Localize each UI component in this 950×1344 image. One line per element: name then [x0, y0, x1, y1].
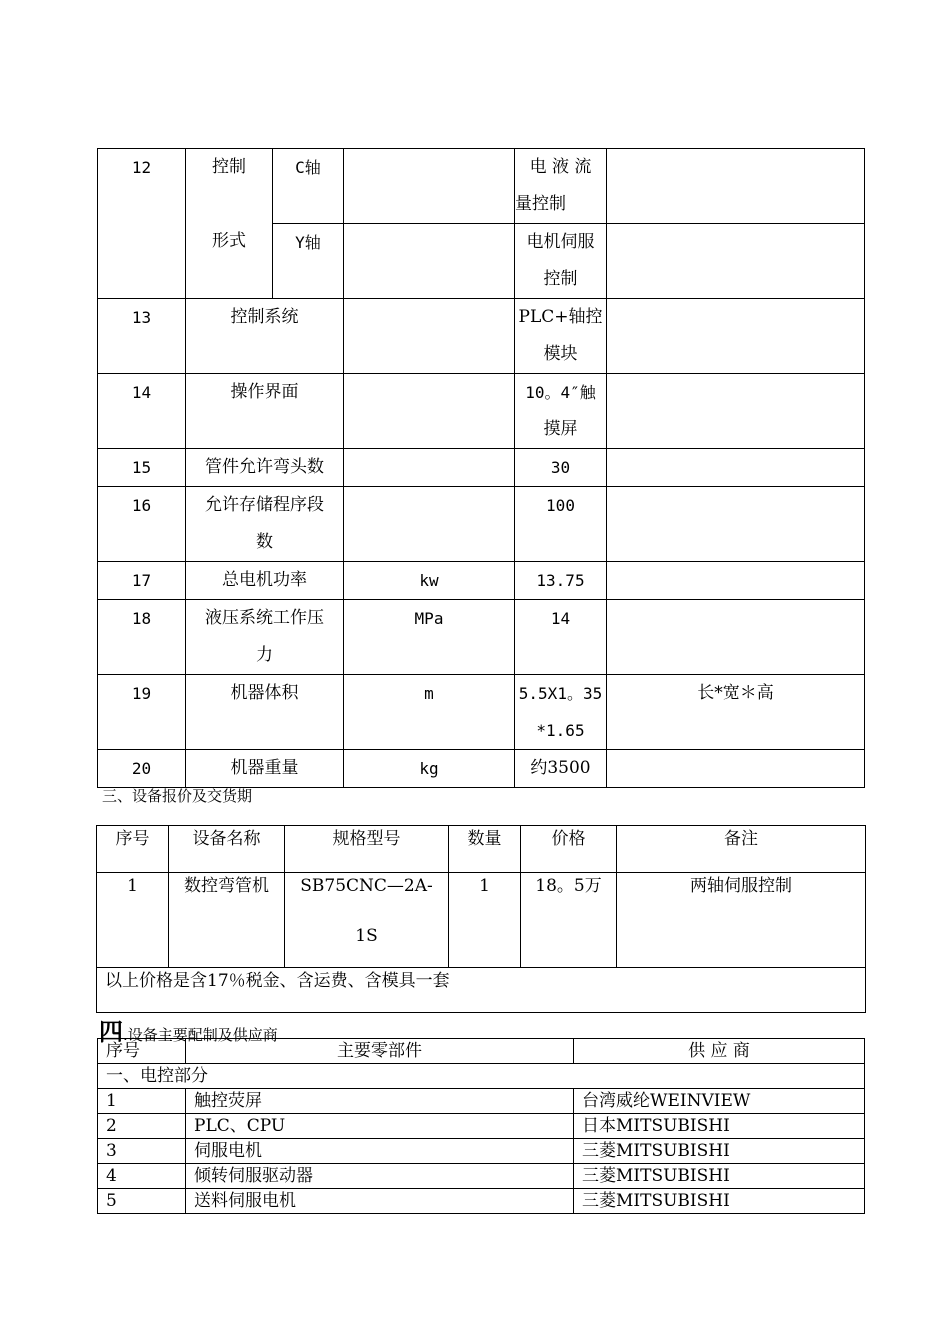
row-item: 机器重量: [186, 750, 344, 788]
row-unit: [344, 224, 515, 299]
table-row: [98, 1139, 865, 1164]
row-no: 1: [97, 873, 169, 968]
row-part: 触控荧屏: [186, 1089, 574, 1114]
row-unit: [344, 487, 515, 562]
row-supplier: 台湾威纶WEINVIEW: [574, 1089, 865, 1114]
row-item: [186, 600, 344, 675]
header-name: 设备名称: [169, 826, 285, 873]
row-note: [607, 562, 865, 600]
row-note: [607, 487, 865, 562]
value-line2: 模块: [543, 344, 578, 364]
row-no: 4: [98, 1164, 186, 1189]
row-supplier: 三菱MITSUBISHI: [574, 1139, 865, 1164]
row-no: 20: [98, 750, 186, 788]
value-line2: 控制: [543, 269, 578, 289]
parts-table: [97, 1038, 865, 1214]
spec-table: [97, 148, 865, 788]
row-note: 两轴伺服控制: [617, 873, 866, 968]
quote-table: [96, 825, 866, 1013]
row-item: [186, 149, 273, 299]
item-line2: 力: [256, 645, 273, 665]
row-note: [607, 600, 865, 675]
value-line1: 电 液 流: [529, 157, 592, 177]
row-no: 14: [98, 374, 186, 449]
table-row: [98, 562, 865, 600]
table-row: [98, 1114, 865, 1139]
table-row: [98, 675, 865, 750]
table-row: [98, 1189, 865, 1214]
row-no: 15: [98, 449, 186, 487]
item-line1: 控制: [212, 157, 246, 177]
sub-axis-y: Y轴: [273, 224, 344, 299]
row-unit: [344, 374, 515, 449]
value-line2: 量控制: [515, 194, 566, 214]
row-note: [607, 750, 865, 788]
row-note: 长*宽＊高: [607, 675, 865, 750]
row-value: 30: [515, 449, 607, 487]
table-header-row: [98, 1039, 865, 1064]
table-row: [98, 750, 865, 788]
row-value: 约3500: [515, 750, 607, 788]
row-part: 伺服电机: [186, 1139, 574, 1164]
row-no: 5: [98, 1189, 186, 1214]
group-label: 一、电控部分: [98, 1064, 865, 1089]
row-no: 2: [98, 1114, 186, 1139]
row-no: 1: [98, 1089, 186, 1114]
row-part: PLC、CPU: [186, 1114, 574, 1139]
row-no: 12: [98, 149, 186, 299]
header-note: 备注: [617, 826, 866, 873]
section-number: 四: [99, 1017, 123, 1046]
row-item: 机器体积: [186, 675, 344, 750]
row-value: [515, 374, 607, 449]
row-unit: [344, 449, 515, 487]
header-model: 规格型号: [285, 826, 449, 873]
value-line2: 摸屏: [543, 419, 578, 439]
row-value: [515, 675, 607, 750]
row-unit: [344, 299, 515, 374]
table-row: [98, 299, 865, 374]
row-part: 送料伺服电机: [186, 1189, 574, 1214]
row-item: 总电机功率: [186, 562, 344, 600]
table-row: [97, 873, 866, 968]
row-value: 14: [515, 600, 607, 675]
item-line1: 允许存储程序段: [205, 495, 324, 515]
row-supplier: 三菱MITSUBISHI: [574, 1189, 865, 1214]
quote-footnote: 以上价格是含17％税金、含运费、含模具一套: [97, 968, 866, 1013]
row-note: [607, 299, 865, 374]
item-line2: 数: [256, 532, 273, 552]
row-no: 16: [98, 487, 186, 562]
header-supplier: 供 应 商: [574, 1039, 865, 1064]
model-line2: 1S: [355, 926, 378, 946]
header-no: 序号: [97, 826, 169, 873]
section-title: .设备主要配制及供应商: [123, 1026, 278, 1044]
value-line2: *1.65: [536, 721, 585, 740]
row-no: 13: [98, 299, 186, 374]
table-row: [98, 487, 865, 562]
row-note: [607, 374, 865, 449]
header-no: 序号: [98, 1039, 186, 1064]
value-line1: 10。4″触: [525, 383, 596, 402]
row-unit: MPa: [344, 600, 515, 675]
table-footnote-row: [97, 968, 866, 1013]
row-no: 19: [98, 675, 186, 750]
table-row: [98, 149, 865, 224]
table-row: [98, 1089, 865, 1114]
table-row: [98, 449, 865, 487]
row-item: [186, 487, 344, 562]
table-header-row: [97, 826, 866, 873]
row-no: 17: [98, 562, 186, 600]
row-value: 100: [515, 487, 607, 562]
row-unit: [344, 149, 515, 224]
row-note: [607, 449, 865, 487]
model-line1: SB75CNC—2A-: [300, 876, 433, 896]
row-value: 13.75: [515, 562, 607, 600]
value-line1: 电机伺服: [526, 232, 595, 252]
item-line2: 形式: [212, 231, 246, 251]
row-supplier: 三菱MITSUBISHI: [574, 1164, 865, 1189]
row-model: [285, 873, 449, 968]
row-price: 18。5万: [521, 873, 617, 968]
row-note: [607, 149, 865, 224]
section-heading-quote: 三、设备报价及交货期: [102, 787, 253, 805]
row-name: 数控弯管机: [169, 873, 285, 968]
row-part: 倾转伺服驱动器: [186, 1164, 574, 1189]
row-no: 3: [98, 1139, 186, 1164]
item-line1: 液压系统工作压: [205, 608, 324, 628]
table-row: [98, 374, 865, 449]
row-supplier: 日本MITSUBISHI: [574, 1114, 865, 1139]
table-row: [98, 600, 865, 675]
table-row: [98, 1164, 865, 1189]
row-item: 操作界面: [186, 374, 344, 449]
row-value: [515, 149, 607, 224]
row-no: 18: [98, 600, 186, 675]
row-unit: kw: [344, 562, 515, 600]
group-row: [98, 1064, 865, 1089]
header-qty: 数量: [449, 826, 521, 873]
sub-axis-c: C轴: [273, 149, 344, 224]
row-item: 控制系统: [186, 299, 344, 374]
row-value: [515, 224, 607, 299]
value-line1: PLC+轴控: [518, 307, 603, 327]
row-value: [515, 299, 607, 374]
header-price: 价格: [521, 826, 617, 873]
row-unit: m: [344, 675, 515, 750]
row-note: [607, 224, 865, 299]
row-item: 管件允许弯头数: [186, 449, 344, 487]
row-unit: kg: [344, 750, 515, 788]
value-line1: 5.5X1。35: [518, 684, 603, 703]
header-part: 主要零部件: [186, 1039, 574, 1064]
row-qty: 1: [449, 873, 521, 968]
